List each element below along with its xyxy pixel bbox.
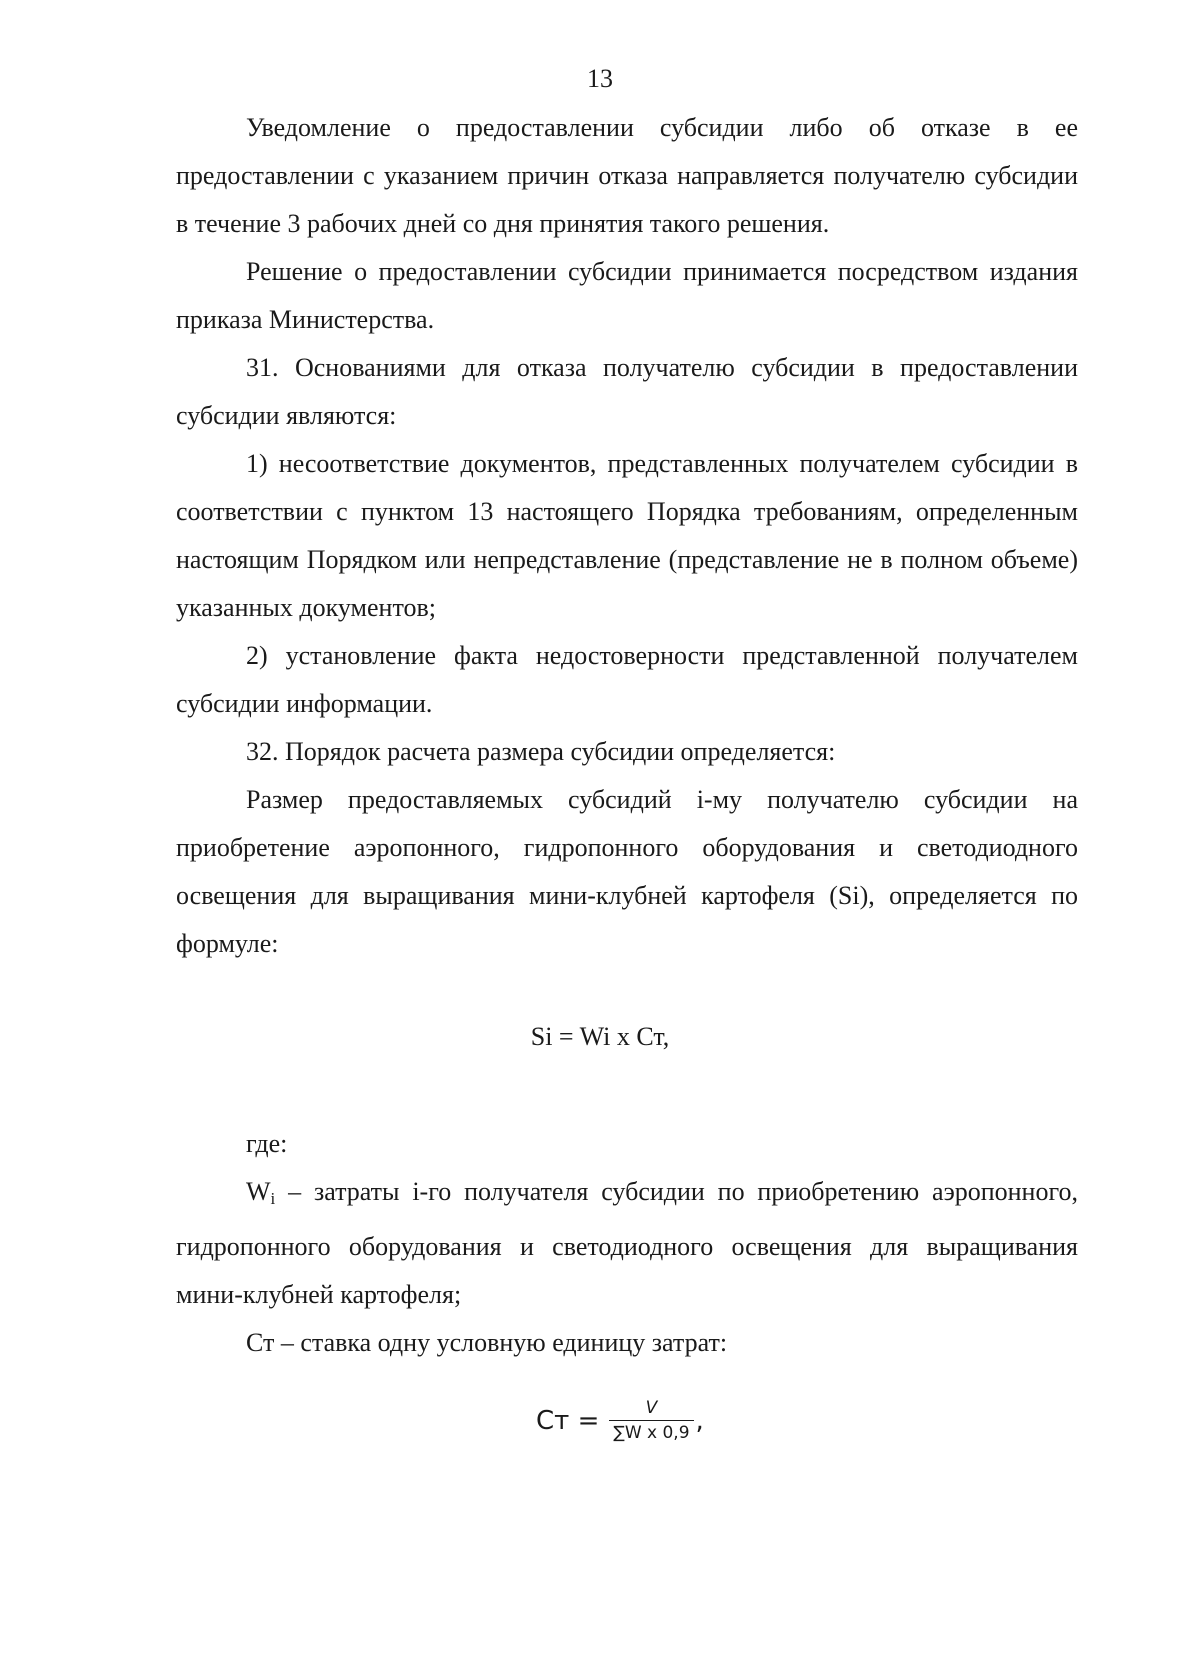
formula-ct-fraction (609, 1398, 693, 1443)
paragraph-notification: Уведомление о предоставлении субсидии либо об отказе в ее предоставлении с указанием причин отказа направляется получателю субсидии в течение 3 рабочих дней со дня принятия такого решения. (176, 113, 1078, 238)
paragraph-subsidy-size: Размер предоставляемых субсидий i-му получателю субсидии на приобретение аэропонного, гидропонного оборудования и светодиодного освещения для выращивания мини-клубней картофеля (Si), определяется по формуле: (176, 785, 1078, 958)
paragraph-31-item-1: 1) несоответствие документов, представленных получателем субсидии в соответствии с пунктом 13 настоящего Порядка требованиям, определенным настоящим Порядком или непредставление (представление не в полном объеме) указанных документов; (176, 449, 1078, 622)
wi-symbol: W (246, 1177, 271, 1206)
where-label: где: (246, 1129, 288, 1158)
wi-definition (176, 1168, 1078, 1319)
formula-si: Si = Wi x Ст, (530, 1022, 670, 1051)
paragraph-31-item-2: 2) установление факта недостоверности представленной получателем субсидии информации. (176, 641, 1078, 718)
formula-ct (536, 1398, 704, 1443)
formula-ct-comma: , (695, 1405, 704, 1436)
definitions (176, 1120, 1078, 1367)
paragraph-32: 32. Порядок расчета размера субсидии определяется: (246, 737, 836, 766)
ct-definition: Ст – ставка одну условную единицу затрат: (246, 1328, 728, 1357)
wi-subscript: i (270, 1189, 276, 1208)
main-text (176, 104, 1078, 968)
paragraph-decision: Решение о предоставлении субсидии принимается посредством издания приказа Министерства. (176, 257, 1078, 334)
formula-ct-numerator: V (645, 1398, 658, 1418)
formula-ct-lhs: Ст = (536, 1405, 600, 1436)
page-number: 13 (587, 64, 613, 93)
paragraph-31: 31. Основаниями для отказа получателю субсидии в предоставлении субсидии являются: (176, 353, 1078, 430)
wi-definition-text: – затраты i-го получателя субсидии по приобретению аэропонного, гидропонного оборудования и светодиодного освещения для выращивания мини-клубней картофеля; (176, 1177, 1078, 1309)
formula-ct-denominator: ∑W x 0,9 (609, 1420, 693, 1443)
